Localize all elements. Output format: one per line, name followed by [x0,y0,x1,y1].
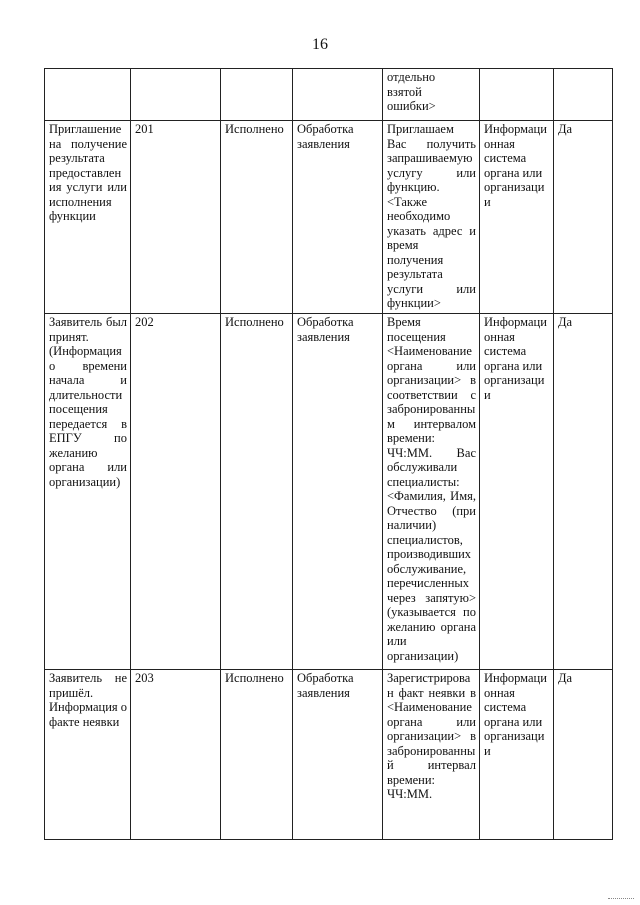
table-row [45,69,613,121]
cell-status: Исполнено [221,121,293,314]
table-row [45,121,613,314]
cell-status: Исполнено [221,314,293,670]
cell-recipient [480,69,554,121]
cell-flag: Да [554,314,613,670]
cell-recipient: Информационная система органа или организации [480,314,554,670]
cell-code: 201 [131,121,221,314]
cell-text: Зарегистрирован факт неявки в <Наименование органа или организации> в забронированный интервал времени: ЧЧ:ММ. [383,670,480,840]
cell-text: Приглашаем Вас получить запрашиваемую услугу или функцию. <Также необходимо указать адрес и время получения результата услуги или функции> [383,121,480,314]
cell-stage [293,69,383,121]
cell-name: Заявитель не пришёл. Информация о факте неявки [45,670,131,840]
cell-text: Время посещения <Наименование органа или организации> в соответствии с забронированным интервалом времени: ЧЧ:ММ. Вас обслуживали специалисты: <Фамилия, Имя, Отчество (при наличии) специалистов, производивших обслуживание, перечисленных через запятую> (указывается по желанию органа или организации) [383,314,480,670]
status-table [44,68,613,840]
cell-text: отдельно взятой ошибки> [383,69,480,121]
cell-status [221,69,293,121]
cell-recipient: Информационная система органа или организации [480,670,554,840]
cell-status: Исполнено [221,670,293,840]
cell-stage: Обработка заявления [293,670,383,840]
cell-name: Приглашение на получение результата предоставления услуги или исполнения функции [45,121,131,314]
cell-name [45,69,131,121]
cell-recipient: Информационная система органа или организации [480,121,554,314]
cell-stage: Обработка заявления [293,121,383,314]
cell-code [131,69,221,121]
cell-code: 203 [131,670,221,840]
table-row [45,314,613,670]
table-row [45,670,613,840]
scan-mark [608,898,634,903]
cell-flag [554,69,613,121]
cell-stage: Обработка заявления [293,314,383,670]
cell-code: 202 [131,314,221,670]
cell-flag: Да [554,670,613,840]
page-number: 16 [312,36,328,53]
cell-flag: Да [554,121,613,314]
cell-name: Заявитель был принят. (Информация о времени начала и длительности посещения передается в ЕПГУ по желанию органа или организации) [45,314,131,670]
